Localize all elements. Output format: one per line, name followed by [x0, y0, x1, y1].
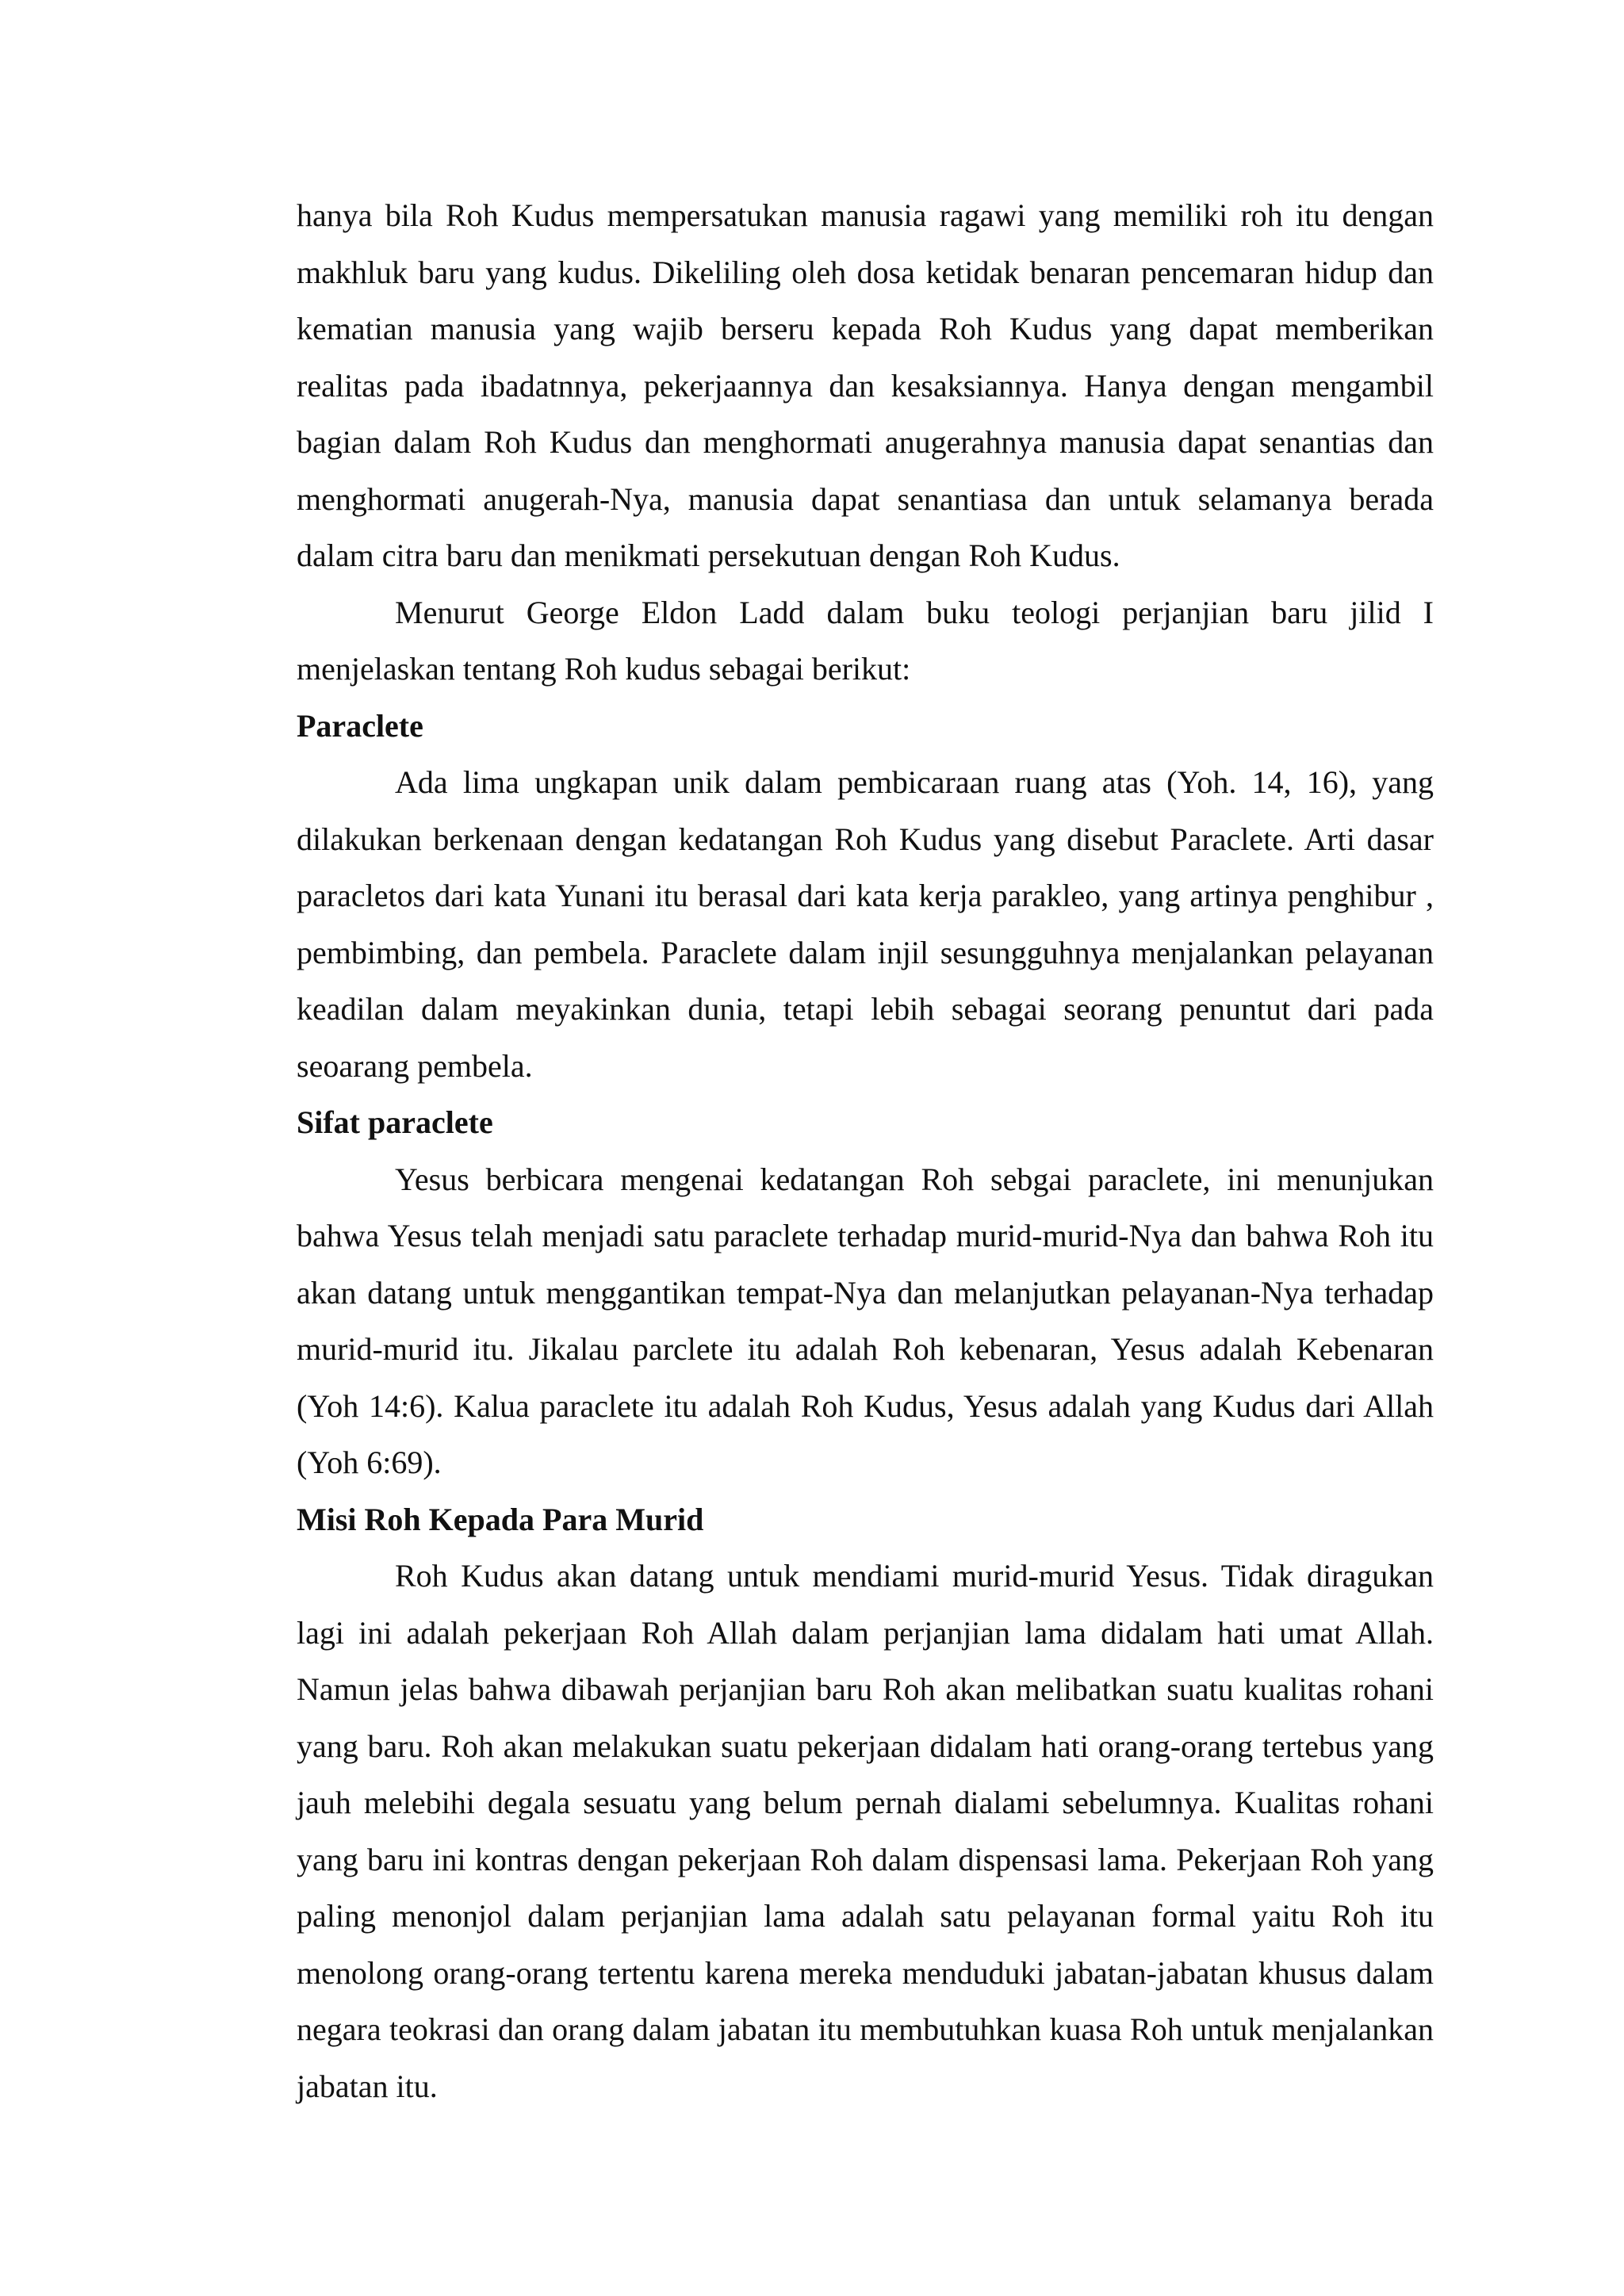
- paragraph-misi-roh: Roh Kudus akan datang untuk mendiami murid-murid Yesus. Tidak diragukan lagi ini adalah pekerjaan Roh Allah dalam perjanjian lama didalam hati umat Allah. Namun jelas bahwa dibawah perjanjian baru Roh akan melibatkan suatu kualitas rohani yang baru. Roh akan melakukan suatu pekerjaan didalam hati orang-orang tertebus yang jauh melebihi degala sesuatu yang belum pernah dialami sebelumnya. Kualitas rohani yang baru ini kontras dengan pekerjaan Roh dalam dispensasi lama. Pekerjaan Roh yang paling menonjol dalam perjanjian lama adalah satu pelayanan formal yaitu Roh itu menolong orang-orang tertentu karena mereka menduduki jabatan-jabatan khusus dalam negara teokrasi dan orang dalam jabatan itu membutuhkan kuasa Roh untuk menjalankan jabatan itu.: [297, 1558, 1434, 2104]
- heading-misi-roh: Misi Roh Kepada Para Murid: [297, 1501, 704, 1537]
- document-body: [297, 187, 1434, 2114]
- heading-paraclete: Paraclete: [297, 707, 423, 744]
- paragraph-intro-continuation: hanya bila Roh Kudus mempersatukan manusia ragawi yang memiliki roh itu dengan makhluk baru yang kudus. Dikeliling oleh dosa ketidak benaran pencemaran hidup dan kematian manusia yang wajib berseru kepada Roh Kudus yang dapat memberikan realitas pada ibadatnnya, pekerjaannya dan kesaksiannya. Hanya dengan mengambil bagian dalam Roh Kudus dan menghormati anugerahnya manusia dapat senantias dan menghormati anugerah-Nya, manusia dapat senantiasa dan untuk selamanya berada dalam citra baru dan menikmati persekutuan dengan Roh Kudus.: [297, 197, 1434, 573]
- heading-sifat-paraclete: Sifat paraclete: [297, 1104, 493, 1140]
- paragraph-sifat-paraclete: Yesus berbicara mengenai kedatangan Roh sebgai paraclete, ini menunjukan bahwa Yesus telah menjadi satu paraclete terhadap murid-murid-Nya dan bahwa Roh itu akan datang untuk menggantikan tempat-Nya dan melanjutkan pelayanan-Nya terhadap murid-murid itu. Jikalau parclete itu adalah Roh kebenaran, Yesus adalah Kebenaran (Yoh 14:6). Kalua paraclete itu adalah Roh Kudus, Yesus adalah yang Kudus dari Allah (Yoh 6:69).: [297, 1161, 1434, 1480]
- paragraph-paraclete: Ada lima ungkapan unik dalam pembicaraan ruang atas (Yoh. 14, 16), yang dilakukan berkenaan dengan kedatangan Roh Kudus yang disebut Paraclete. Arti dasar paracletos dari kata Yunani itu berasal dari kata kerja parakleo, yang artinya penghibur , pembimbing, dan pembela. Paraclete dalam injil sesungguhnya menjalankan pelayanan keadilan dalam meyakinkan dunia, tetapi lebih sebagai seorang penuntut dari pada seoarang pembela.: [297, 764, 1434, 1084]
- paragraph-ladd-intro: Menurut George Eldon Ladd dalam buku teologi perjanjian baru jilid I menjelaskan tentang Roh kudus sebagai berikut:: [297, 594, 1434, 687]
